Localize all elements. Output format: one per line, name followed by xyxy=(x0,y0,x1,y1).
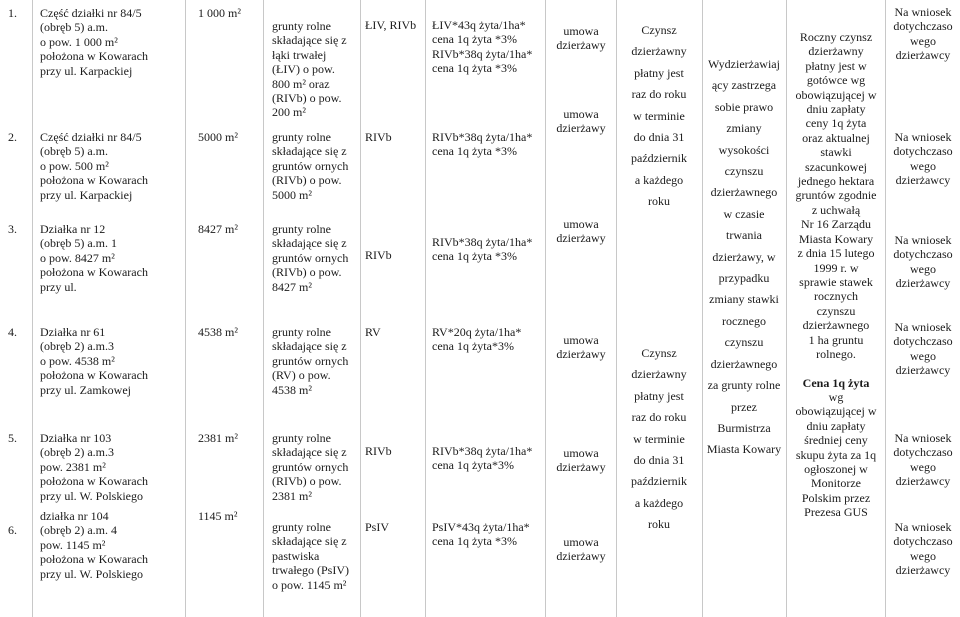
lease-request: Na wniosek dotychczaso wego dzierżawcy xyxy=(893,431,953,489)
row-number: 4. xyxy=(8,325,17,339)
rent-formula: PsIV*43q żyta/1ha* cena 1q żyta *3% xyxy=(432,520,530,549)
contract-type: umowa dzierżawy xyxy=(556,217,606,246)
column-divider xyxy=(263,0,264,617)
parcel-area: 2381 m² xyxy=(198,431,238,445)
parcel-area: 8427 m² xyxy=(198,222,238,236)
soil-class: RIVb xyxy=(365,248,392,262)
lease-request: Na wniosek dotychczaso wego dzierżawcy xyxy=(893,130,953,188)
annual-rent-text: wg obowiązującej w dniu zapłaty średniej ceny skupu żyta za 1q ogłoszonej w Monitorze Polskim przez Prezesa GUS xyxy=(795,390,877,520)
parcel-description: działka nr 104 (obręb 2) a.m. 4 pow. 1145 m² położona w Kowarach przy ul. W. Polskiego xyxy=(40,509,148,581)
rent-formula: RIVb*38q żyta/1ha* cena 1q żyta *3% xyxy=(432,235,533,264)
parcel-description: Część działki nr 84/5 (obręb 5) a.m. o pow. 500 m² położona w Kowarach przy ul. Karpackiej xyxy=(40,130,148,202)
row-number: 1. xyxy=(8,6,17,20)
annual-rent-text: Roczny czynsz dzierżawny płatny jest w gotówce wg obowiązującej w dniu zapłaty ceny 1q żyta oraz aktualnej stawki szacunkowej jednego hektara gruntów zgodnie z uchwałą Nr 16 Zarządu Miasta Kowary z dnia 15 lutego 1999 r. w sprawie stawek rocznych czynszu dzierżawnego 1 ha gruntu rolnego. xyxy=(795,30,877,361)
row-number: 6. xyxy=(8,523,17,537)
rent-formula: ŁIV*43q żyta/1ha* cena 1q żyta *3% RIVb*38q żyta/1ha* cena 1q żyta *3% xyxy=(432,18,533,76)
contract-type: umowa dzierżawy xyxy=(556,333,606,362)
lease-request: Na wniosek dotychczaso wego dzierżawcy xyxy=(893,520,953,578)
parcel-area: 1145 m² xyxy=(198,509,238,523)
column-divider xyxy=(32,0,33,617)
column-divider xyxy=(425,0,426,617)
row-number: 5. xyxy=(8,431,17,445)
land-type: grunty rolne składające się z pastwiska trwałego (PsIV) o pow. 1145 m² xyxy=(272,520,349,592)
column-divider xyxy=(360,0,361,617)
soil-class: ŁIV, RIVb xyxy=(365,18,417,32)
parcel-description: Działka nr 12 (obręb 5) a.m. 1 o pow. 8427 m² położona w Kowarach przy ul. xyxy=(40,222,148,294)
land-type: grunty rolne składające się z gruntów ornych (RIVb) o pow. 8427 m² xyxy=(272,222,349,294)
soil-class: PsIV xyxy=(365,520,390,534)
payment-terms: Czynsz dzierżawny płatny jest raz do roku w terminie do dnia 31 październik a każdego roku xyxy=(631,346,687,532)
lease-request: Na wniosek dotychczaso wego dzierżawcy xyxy=(893,320,953,378)
column-divider xyxy=(702,0,703,617)
column-divider xyxy=(616,0,617,617)
contract-type: umowa dzierżawy xyxy=(556,24,606,53)
soil-class: RV xyxy=(365,325,381,339)
soil-class: RIVb xyxy=(365,130,392,144)
parcel-area: 5000 m² xyxy=(198,130,238,144)
lease-request: Na wniosek dotychczaso wego dzierżawcy xyxy=(893,233,953,291)
parcel-area: 4538 m² xyxy=(198,325,238,339)
column-divider xyxy=(545,0,546,617)
rent-formula: RIVb*38q żyta/1ha* cena 1q żyta *3% xyxy=(432,130,533,159)
lease-request: Na wniosek dotychczaso wego dzierżawcy xyxy=(893,5,953,63)
contract-type: umowa dzierżawy xyxy=(556,535,606,564)
parcel-description: Działka nr 61 (obręb 2) a.m.3 o pow. 4538 m² położona w Kowarach przy ul. Zamkowej xyxy=(40,325,148,397)
rent-formula: RIVb*38q żyta/1ha* cena 1q żyta*3% xyxy=(432,444,533,473)
parcel-description: Działka nr 103 (obręb 2) a.m.3 pow. 2381 m² położona w Kowarach przy ul. W. Polskiego xyxy=(40,431,148,503)
soil-class: RIVb xyxy=(365,444,392,458)
payment-terms: Czynsz dzierżawny płatny jest raz do roku w terminie do dnia 31 październik a każdego roku xyxy=(631,23,687,209)
land-type: grunty rolne składające się z gruntów ornych (RIVb) o pow. 2381 m² xyxy=(272,431,349,503)
column-divider xyxy=(885,0,886,617)
column-divider xyxy=(786,0,787,617)
land-type: grunty rolne składające się z gruntów ornych (RV) o pow. 4538 m² xyxy=(272,325,349,397)
contract-type: umowa dzierżawy xyxy=(556,107,606,136)
column-divider xyxy=(185,0,186,617)
annual-rent-label: Cena 1q żyta xyxy=(802,376,870,390)
parcel-description: Część działki nr 84/5 (obręb 5) a.m. o pow. 1 000 m² położona w Kowarach przy ul. Karpackiej xyxy=(40,6,148,78)
rent-change-clause: Wydzierżawiaj ący zastrzega sobie prawo zmiany wysokości czynszu dzierżawnego w czasie trwania dzierżawy, w przypadku zmiany stawki rocznego czynszu dzierżawnego za grunty rolne przez Burmistrza Miasta Kowary xyxy=(706,57,782,457)
land-type: grunty rolne składające się z gruntów ornych (RIVb) o pow. 5000 m² xyxy=(272,130,349,202)
parcel-area: 1 000 m² xyxy=(198,6,241,20)
land-type: grunty rolne składające się z łąki trwałej (ŁIV) o pow. 800 m² oraz (RIVb) o pow. 200 m² xyxy=(272,19,347,120)
rent-formula: RV*20q żyta/1ha* cena 1q żyta*3% xyxy=(432,325,522,354)
contract-type: umowa dzierżawy xyxy=(556,446,606,475)
row-number: 3. xyxy=(8,222,17,236)
row-number: 2. xyxy=(8,130,17,144)
